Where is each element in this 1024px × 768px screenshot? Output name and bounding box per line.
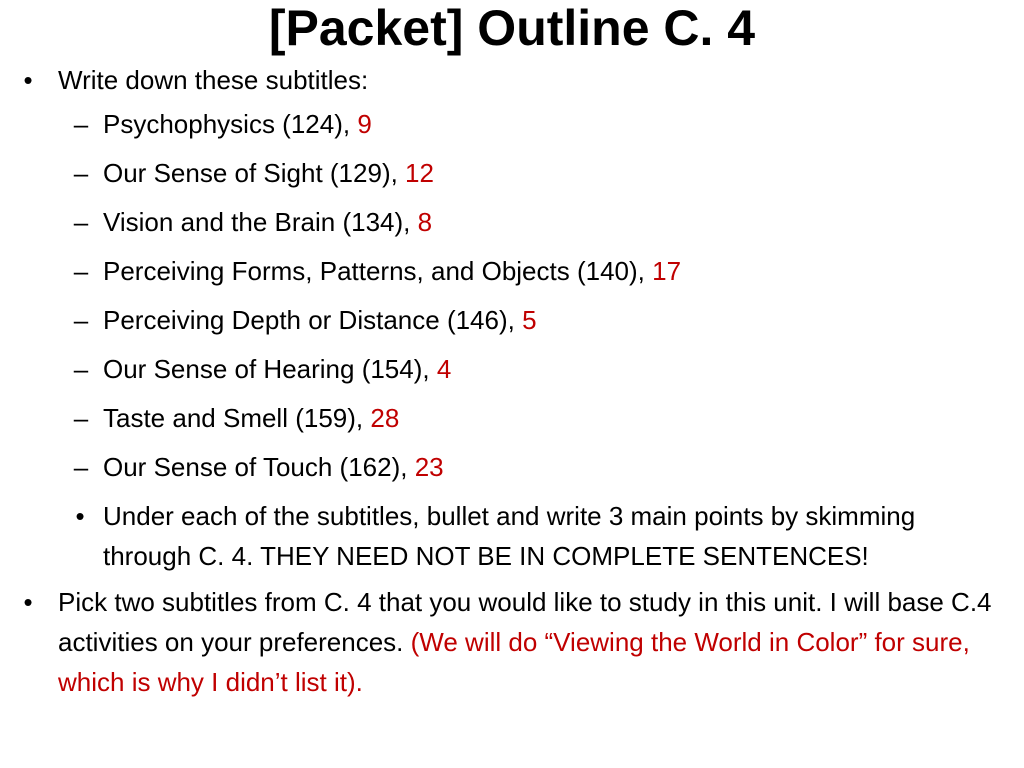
dash-icon: –: [73, 452, 89, 482]
subtitle-text: Taste and Smell (159),: [103, 403, 371, 433]
dash-icon: –: [73, 256, 89, 286]
dash-icon: –: [73, 305, 89, 335]
subtitle-item: [18, 153, 1008, 202]
subtitle-number: 4: [436, 354, 452, 384]
slide-body: [18, 60, 1008, 702]
subtitle-text: Our Sense of Hearing (154),: [103, 354, 437, 384]
dash-icon: –: [73, 109, 89, 139]
pick-bullet: [18, 582, 1008, 702]
subtitle-number: 17: [652, 256, 682, 286]
subtitle-item: [18, 398, 1008, 447]
subtitle-text: Our Sense of Touch (162),: [103, 452, 415, 482]
subtitle-list: [18, 104, 1008, 496]
subtitle-text: Perceiving Forms, Patterns, and Objects (140),: [103, 256, 653, 286]
intro-bullet: [18, 60, 1008, 100]
dash-icon: –: [73, 403, 89, 433]
note-text: Under each of the subtitles, bullet and write 3 main points by skimming through C. 4. THEY NEED NOT BE IN COMPLETE SENTENCES!: [103, 501, 916, 571]
pick-text: Pick two subtitles from C. 4 that you would like to study in this unit. I will base C.4 activities on your preferences.: [58, 587, 992, 657]
pick-red-text: (We will do “Viewing the World in Color” for sure, which is why I didn’t list it).: [58, 627, 970, 697]
subtitle-item: [18, 104, 1008, 153]
subtitle-number: 12: [405, 158, 434, 188]
subtitle-text: Our Sense of Sight (129),: [103, 158, 406, 188]
intro-text: Write down these subtitles:: [58, 65, 369, 95]
subtitle-text: Perceiving Depth or Distance (146),: [103, 305, 523, 335]
subtitle-item: [18, 349, 1008, 398]
bullet-icon: •: [75, 501, 85, 531]
subtitle-number: 28: [370, 403, 400, 433]
dash-icon: –: [73, 207, 89, 237]
subtitle-text: Psychophysics (124),: [103, 109, 358, 139]
note-bullet: [18, 496, 1008, 576]
subtitle-text: Vision and the Brain (134),: [103, 207, 418, 237]
subtitle-number: 23: [414, 452, 444, 482]
subtitle-item: [18, 447, 1008, 496]
bullet-icon: •: [23, 65, 33, 95]
subtitle-number: 9: [357, 109, 372, 139]
slide-title: [Packet] Outline C. 4: [268, 0, 756, 56]
subtitle-item: [18, 202, 1008, 251]
dash-icon: –: [73, 354, 89, 384]
subtitle-number: 5: [522, 305, 537, 335]
subtitle-item: [18, 300, 1008, 349]
subtitle-item: [18, 251, 1008, 300]
subtitle-number: 8: [417, 207, 433, 237]
bullet-icon: •: [23, 587, 33, 617]
dash-icon: –: [73, 158, 89, 188]
